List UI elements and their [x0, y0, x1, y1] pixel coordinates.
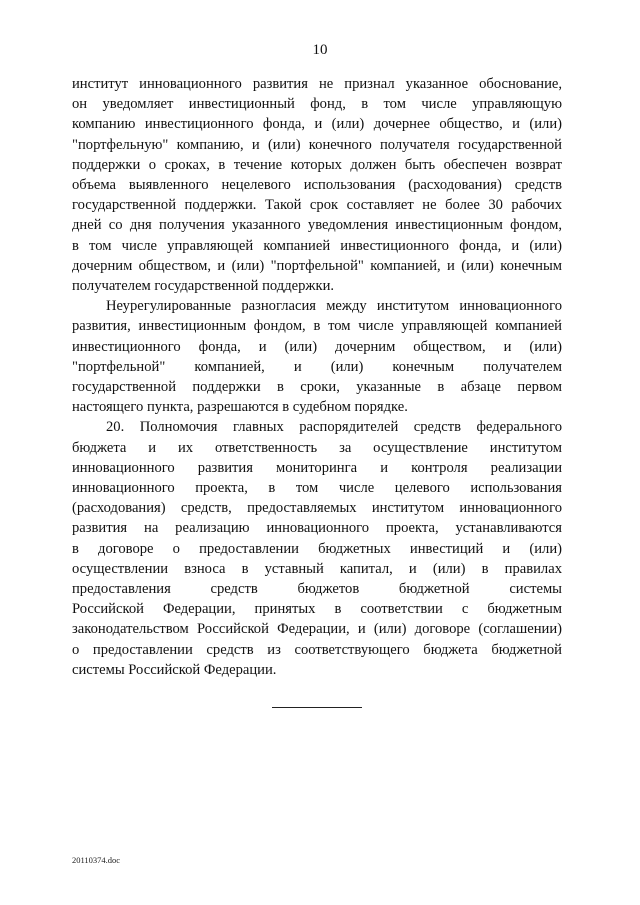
page-number: 10 — [312, 42, 328, 58]
end-divider-line — [272, 707, 362, 708]
text-line: настоящего пункта, разрешаются в судебном порядке. — [72, 399, 408, 416]
text-line: в договоре о предоставлении бюджетных инвестиций и (или) — [72, 540, 562, 557]
text-line: в том числе управляющей компанией инвестиционного фонда, и (или) — [72, 237, 562, 254]
text-line: "портфельную" компанию, и (или) конечного получателя государственной — [72, 136, 562, 153]
text-line: государственной поддержки в сроки, указанные в абзаце первом — [72, 379, 562, 396]
text-line: инновационного проекта, в том числе целевого использования — [72, 480, 562, 497]
file-name-footer: 20110374.doc — [72, 855, 121, 865]
text-line: предоставления средств бюджетов бюджетной системы — [72, 581, 562, 598]
text-line: компанию инвестиционного фонда, и (или) дочернее общество, и (или) — [72, 116, 562, 133]
text-line: системы Российской Федерации. — [72, 661, 277, 678]
text-line: осуществлении взноса в уставный капитал, и (или) в правилах — [72, 560, 562, 577]
text-line: 20. Полномочия главных распорядителей средств федерального — [106, 419, 562, 436]
text-line: Российской Федерации, принятых в соответствии с бюджетным — [72, 601, 562, 618]
text-line: получателем государственной поддержки. — [72, 278, 335, 295]
text-line: Неурегулированные разногласия между институтом инновационного — [106, 298, 562, 315]
text-line: институт инновационного развития не признал указанное обоснование, — [72, 76, 562, 92]
text-line: он уведомляет инвестиционный фонд, в том числе управляющую — [72, 96, 562, 113]
text-line: о предоставлении средств из соответствующего бюджета бюджетной — [72, 641, 562, 658]
text-line: "портфельной" компанией, и (или) конечным получателем — [72, 358, 562, 375]
text-line: развития на реализацию инновационного проекта, устанавливаются — [72, 520, 562, 537]
text-line: инновационного развития мониторинга и контроля реализации — [72, 459, 562, 476]
text-line: дней со дня получения указанного уведомления инвестиционным фондом, — [72, 217, 562, 234]
document-body — [72, 74, 562, 680]
text-line: инвестиционного фонда, и (или) дочерним обществом, и (или) — [72, 338, 562, 355]
text-line: дочерним обществом, и (или) "портфельной" компанией, и (или) конечным — [72, 257, 562, 274]
text-line: бюджета и их ответственность за осуществление институтом — [72, 439, 562, 456]
text-line: государственной поддержки. Такой срок составляет не более 30 рабочих — [72, 197, 562, 214]
text-line: поддержки о сроках, в течение которых должен быть обеспечен возврат — [72, 156, 562, 173]
text-line: (расходования) средств, предоставляемых институтом инновационного — [72, 500, 562, 517]
text-line: развития, инвестиционным фондом, в том числе управляющей компанией — [72, 318, 562, 335]
text-line: объема выявленного нецелевого использования (расходования) средств — [72, 177, 562, 194]
text-line: законодательством Российской Федерации, и (или) договоре (соглашении) — [72, 621, 562, 638]
